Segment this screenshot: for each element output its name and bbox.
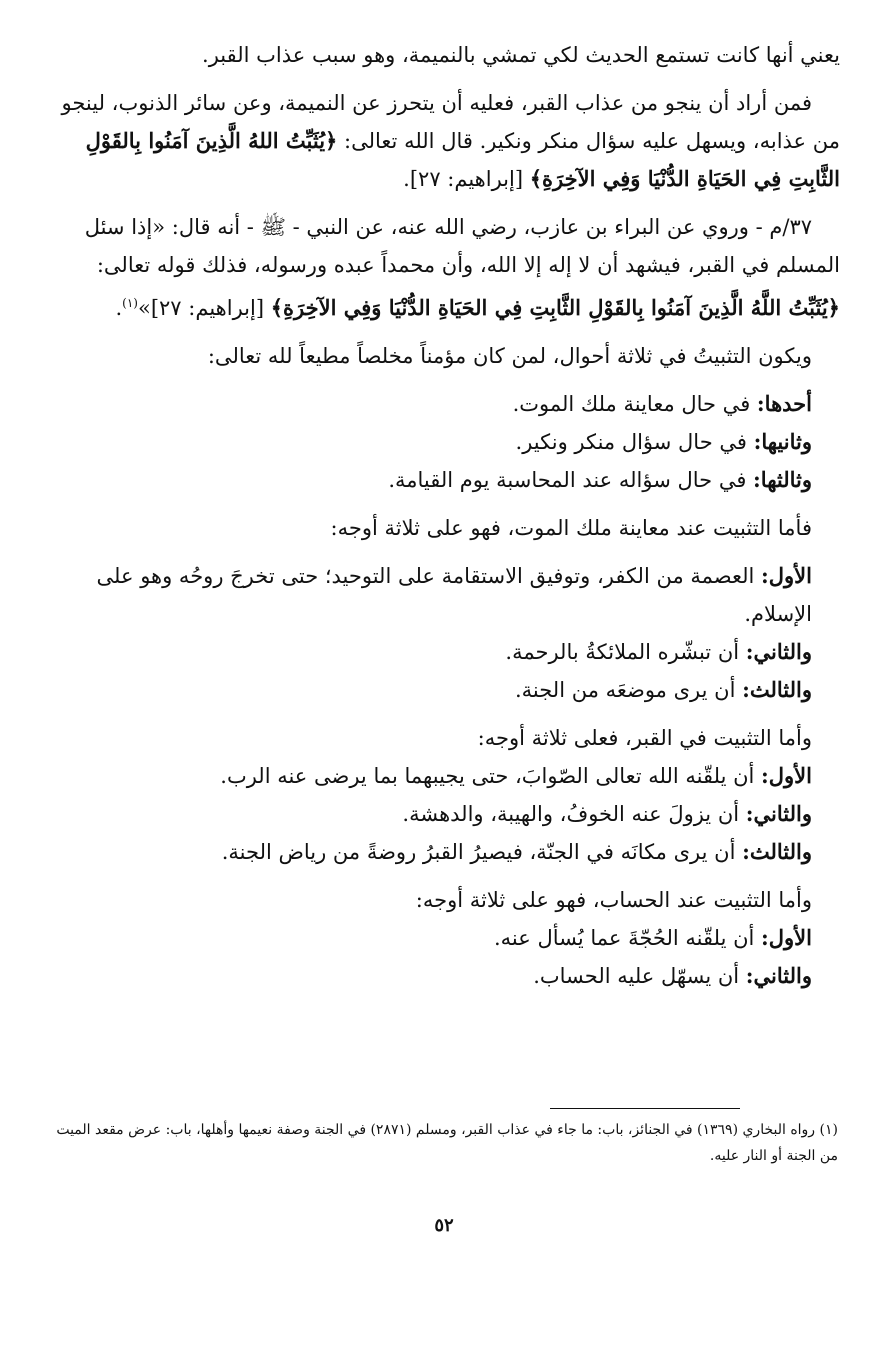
list-item bbox=[48, 461, 840, 499]
item-text: أن يسهّل عليه الحساب. bbox=[533, 964, 740, 988]
list-item bbox=[48, 633, 840, 671]
item-lead: الأول: bbox=[761, 925, 812, 950]
item-lead: والثالث: bbox=[742, 677, 812, 702]
list-item bbox=[48, 833, 840, 871]
list-item bbox=[48, 423, 840, 461]
verse-reference-1: [إبراهيم: ٢٧]. bbox=[403, 167, 524, 191]
grave-list bbox=[48, 757, 840, 871]
list-item bbox=[48, 919, 840, 957]
paragraph-6: وأما التثبيت في القبر، فعلى ثلاثة أوجه: bbox=[477, 726, 812, 750]
judgement-list bbox=[48, 919, 840, 995]
list-item bbox=[48, 385, 840, 423]
item-lead: والثالث: bbox=[742, 839, 812, 864]
footnote-marker: (١) bbox=[819, 1122, 838, 1138]
item-lead: والثاني: bbox=[745, 801, 812, 826]
item-text: أن يلقّنه الحُجّةَ عما يُسأل عنه. bbox=[493, 926, 755, 950]
quran-verse-2: ﴿يُثَبِّتُ اللَّهُ الَّذِينَ آمَنُوا بِالقَوْلِ الثَّابِتِ فِي الحَيَاةِ الدُّنْيَا وَفِي الآخِرَةِ﴾ bbox=[270, 295, 840, 320]
paragraph-4: ويكون التثبيتُ في ثلاثة أحوال، لمن كان مؤمناً مخلصاً مطيعاً لله تعالى: bbox=[207, 344, 812, 368]
item-text: في حال سؤال منكر ونكير. bbox=[515, 430, 747, 454]
hadith-end: . bbox=[115, 296, 123, 320]
item-text: أن يزولَ عنه الخوفُ، والهيبة، والدهشة. bbox=[402, 802, 740, 826]
item-lead: أحدها: bbox=[756, 391, 812, 416]
item-text: أن تبشّره الملائكةُ بالرحمة. bbox=[505, 640, 740, 664]
verse-reference-2: [إبراهيم: ٢٧]» bbox=[137, 296, 265, 320]
quran-verse-1: ﴿يُثَبِّتُ اللهُ الَّذِينَ آمَنُوا بِالقَوْلِ الثَّابِتِ فِي الحَيَاةِ الدُّنْيَا وَفِي الآخِرَةِ﴾ bbox=[85, 128, 840, 191]
list-item bbox=[48, 795, 840, 833]
list-item bbox=[48, 757, 840, 795]
paragraph-1: يعني أنها كانت تستمع الحديث لكي تمشي بالنميمة، وهو سبب عذاب القبر. bbox=[202, 43, 840, 67]
footnotes bbox=[48, 1117, 838, 1169]
footnote-divider bbox=[550, 1108, 740, 1109]
item-text: في حال معاينة ملك الموت. bbox=[512, 392, 751, 416]
footnote-text: رواه البخاري (١٣٦٩) في الجنائز، باب: ما جاء في عذاب القبر، ومسلم (٢٨٧١) في الجنة وصفة نعيمها وأهلها، باب: عرض مقعد الميت من الجنة أو النار عليه. bbox=[56, 1122, 838, 1164]
item-lead: والثاني: bbox=[745, 639, 812, 664]
list-item bbox=[48, 671, 840, 709]
paragraph-2 bbox=[48, 84, 840, 198]
hadith-text: ٣٧/م - وروي عن البراء بن عازب، رضي الله عنه، عن النبي - ﷺ - أنه قال: «إذا سئل المسلم في القبر، فيشهد أن لا إله إلا الله، وأن محمداً عبده ورسوله، فذلك قوله تعالى: bbox=[84, 215, 840, 277]
item-text: أن يرى موضعَه من الجنة. bbox=[514, 678, 736, 702]
item-text: أن يرى مكانَه في الجنّة، فيصيرُ القبرُ روضةً من رياض الجنة. bbox=[221, 840, 736, 864]
item-lead: الأول: bbox=[761, 563, 812, 588]
paragraph-7: وأما التثبيت عند الحساب، فهو على ثلاثة أوجه: bbox=[415, 888, 812, 912]
item-lead: الأول: bbox=[761, 763, 812, 788]
item-lead: والثاني: bbox=[745, 963, 812, 988]
footnote-1 bbox=[48, 1117, 838, 1169]
item-text: العصمة من الكفر، وتوفيق الاستقامة على التوحيد؛ حتى تخرجَ روحُه وهو على الإسلام. bbox=[96, 564, 812, 626]
item-text: أن يلقّنه الله تعالى الصّوابَ، حتى يجيبهما بما يرضى عنه الرب. bbox=[220, 764, 755, 788]
list-item bbox=[48, 557, 840, 633]
footnote-ref: (١) bbox=[122, 296, 138, 310]
cases-list bbox=[48, 385, 840, 499]
hadith-37 bbox=[48, 208, 840, 327]
paragraph-2-text: فمن أراد أن ينجو من عذاب القبر، فعليه أن يتحرز عن النميمة، وعن سائر الذنوب، لينجو من عذابه، ويسهل عليه سؤال منكر ونكير. قال الله تعالى: bbox=[61, 91, 840, 153]
list-item bbox=[48, 957, 840, 995]
paragraph-5: فأما التثبيت عند معاينة ملك الموت، فهو على ثلاثة أوجه: bbox=[330, 516, 812, 540]
item-lead: وثانيها: bbox=[753, 429, 812, 454]
page-number: ٥٢ bbox=[434, 1215, 454, 1236]
death-list bbox=[48, 557, 840, 709]
item-lead: وثالثها: bbox=[753, 467, 812, 492]
item-text: في حال سؤاله عند المحاسبة يوم القيامة. bbox=[388, 468, 747, 492]
